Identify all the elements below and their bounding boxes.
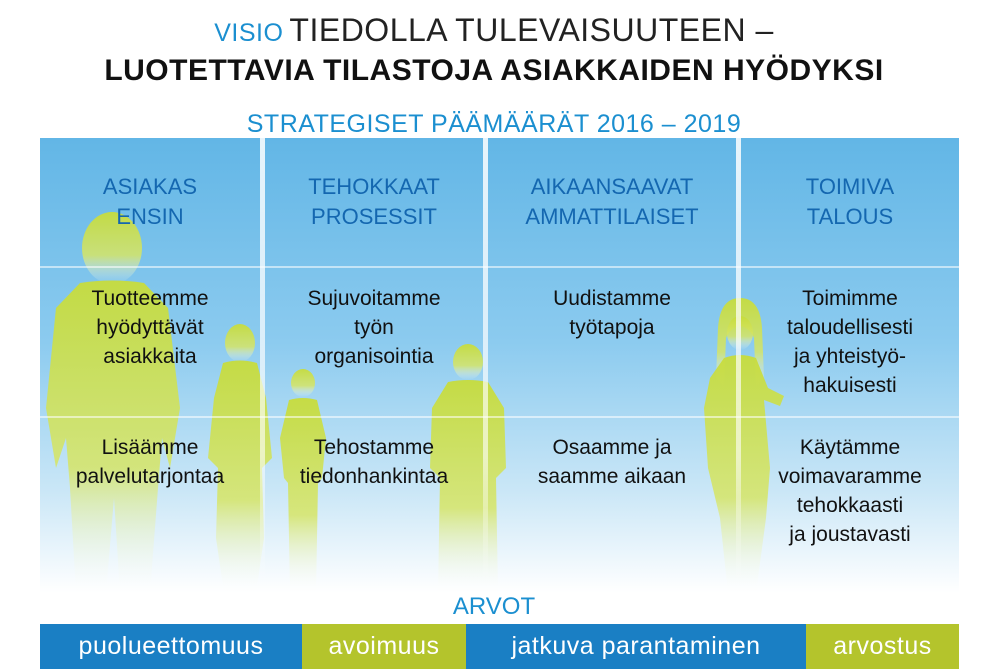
heading-line: PROSESSIT <box>311 204 437 229</box>
goal-line: Toimimme <box>802 287 898 310</box>
value-chip-puolueettomuus: puolueettomuus <box>40 624 302 669</box>
goal-line: asiakkaita <box>103 345 197 368</box>
goal-line: taloudellisesti <box>786 316 914 339</box>
goal-heading-toimiva-talous <box>741 172 959 232</box>
goal-line: tiedonhankintaa <box>299 465 449 488</box>
goal-line: Tehostamme <box>313 436 435 459</box>
goal-heading-aikaansaavat-ammattilaiset <box>488 172 736 232</box>
goal-line: saamme aikaan <box>537 465 687 488</box>
heading-line: TOIMIVA <box>805 174 895 199</box>
row-divider <box>40 266 959 268</box>
goal-text <box>40 433 260 491</box>
goal-line: organisointia <box>314 345 434 368</box>
goal-line: työtapoja <box>569 316 655 339</box>
goal-text <box>741 433 959 549</box>
strategy-title: STRATEGISET PÄÄMÄÄRÄT 2016 – 2019 <box>246 110 742 138</box>
goal-text <box>488 433 736 491</box>
vision-title <box>0 12 988 49</box>
vision-text: TIEDOLLA TULEVAISUUTEEN – <box>289 12 774 48</box>
goal-line: Lisäämme <box>101 436 199 459</box>
goal-line: tehokkaasti <box>796 494 904 517</box>
strategy-board <box>40 138 959 593</box>
goal-line: voimavaramme <box>778 465 922 488</box>
goal-line: ja yhteistyö- <box>793 345 907 368</box>
vision-label: VISIO <box>214 19 284 47</box>
goal-line: ja joustavasti <box>789 523 911 546</box>
value-chip-avoimuus: avoimuus <box>302 624 466 669</box>
values-title: ARVOT <box>452 593 536 620</box>
heading-line: TEHOKKAAT <box>308 174 440 199</box>
heading-line: ENSIN <box>116 204 184 229</box>
goal-line: hyödyttävät <box>96 316 204 339</box>
goal-line: Osaamme ja <box>552 436 672 459</box>
goal-text <box>265 433 483 491</box>
goal-heading-tehokkaat-prosessit <box>265 172 483 232</box>
goal-text <box>40 284 260 371</box>
goal-line: hakuisesti <box>803 374 897 397</box>
goal-text <box>488 284 736 342</box>
heading-line: AMMATTILAISET <box>525 204 699 229</box>
goal-line: Tuotteemme <box>91 287 209 310</box>
goal-text <box>741 284 959 400</box>
goal-line: Uudistamme <box>553 287 671 310</box>
goal-line: palvelutarjontaa <box>75 465 225 488</box>
goal-line: työn <box>354 316 394 339</box>
row-divider <box>40 416 959 418</box>
goal-line: Sujuvoitamme <box>307 287 441 310</box>
goal-heading-asiakas-ensin <box>40 172 260 232</box>
heading-line: ASIAKAS <box>102 174 198 199</box>
value-chip-jatkuva-parantaminen: jatkuva parantaminen <box>466 624 806 669</box>
values-bar <box>40 624 959 669</box>
goal-line: Käytämme <box>799 436 901 459</box>
person-silhouette-1 <box>46 212 180 593</box>
heading-line: AIKAANSAAVAT <box>530 174 694 199</box>
value-chip-arvostus: arvostus <box>806 624 959 669</box>
page-subtitle: LUOTETTAVIA TILASTOJA ASIAKKAIDEN HYÖDYKSI <box>104 54 884 87</box>
heading-line: TALOUS <box>806 204 894 229</box>
goal-text <box>265 284 483 371</box>
